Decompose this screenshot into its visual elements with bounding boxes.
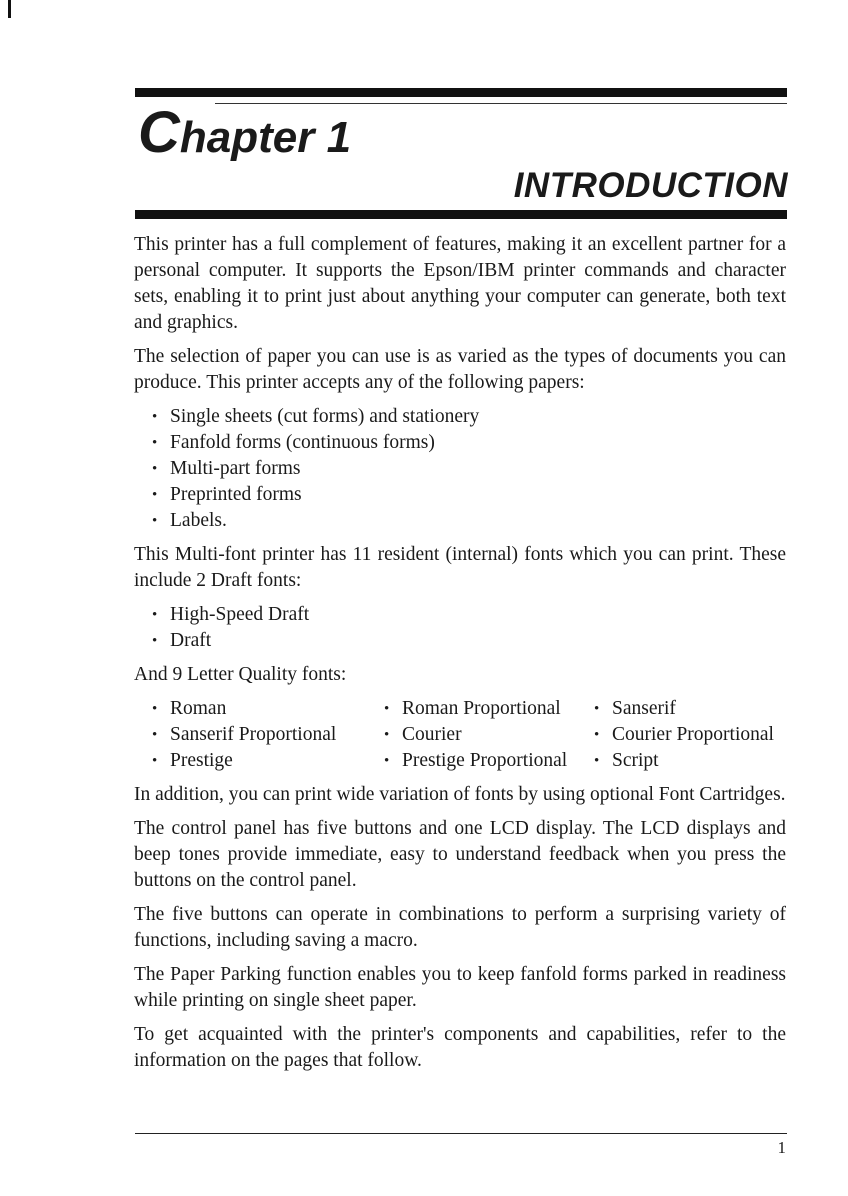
list-item: • Fanfold forms (continuous forms): [152, 430, 786, 456]
chapter-label: [138, 100, 352, 165]
list-item: • Preprinted forms: [152, 482, 786, 508]
list-item: • Roman: [152, 696, 384, 722]
list-item: • Sanserif Proportional: [152, 722, 384, 748]
list-item: • Courier Proportional: [594, 722, 804, 748]
list-item: • Prestige Proportional: [384, 748, 594, 774]
header-rule-top: [135, 88, 787, 97]
draft-font-list: [134, 602, 786, 654]
paragraph-cartridges: In addition, you can print wide variation of fonts by using optional Font Cartridges.: [134, 784, 786, 805]
chapter-initial: C: [138, 100, 180, 165]
chapter-title: INTRODUCTION: [513, 166, 788, 205]
paragraph-closing: To get acquainted with the printer's components and capabilities, refer to the information on the pages that follow.: [134, 1024, 786, 1071]
list-item: • Multi-part forms: [152, 456, 786, 482]
lq-font-grid: [134, 696, 786, 774]
list-item: • Prestige: [152, 748, 384, 774]
list-item: • Draft: [152, 628, 786, 654]
footer-rule: [135, 1133, 787, 1134]
list-item: • Script: [594, 748, 804, 774]
list-item: • Courier: [384, 722, 594, 748]
list-item: • Sanserif: [594, 696, 804, 722]
header-rule-bottom: [135, 210, 787, 219]
paragraph-paper-parking: The Paper Parking function enables you to keep fanfold forms parked in readiness while printing on single sheet paper.: [134, 964, 786, 1011]
margin-mark: [8, 0, 11, 18]
page-body: [134, 232, 786, 1082]
paper-list: [134, 404, 786, 534]
page-number: 1: [777, 1138, 786, 1157]
paragraph-paper: The selection of paper you can use is as varied as the types of documents you can produce. This printer accepts any of the following papers:: [134, 346, 786, 393]
paragraph-intro: This printer has a full complement of features, making it an excellent partner for a personal computer. It supports the Epson/IBM printer commands and character sets, enabling it to print just about anything your computer can generate, both text and graphics.: [134, 234, 786, 333]
paragraph-control-panel: The control panel has five buttons and one LCD display. The LCD displays and beep tones provide immediate, easy to understand feedback when you press the buttons on the control panel.: [134, 818, 786, 891]
list-item: • Labels.: [152, 508, 786, 534]
chapter-number: hapter 1: [179, 113, 352, 162]
list-item: • High-Speed Draft: [152, 602, 786, 628]
paragraph-buttons: The five buttons can operate in combinations to perform a surprising variety of functions, including saving a macro.: [134, 904, 786, 951]
paragraph-lq: And 9 Letter Quality fonts:: [134, 664, 347, 685]
list-item: • Roman Proportional: [384, 696, 594, 722]
list-item: • Single sheets (cut forms) and stationery: [152, 404, 786, 430]
paragraph-fonts: This Multi-font printer has 11 resident (internal) fonts which you can print. These include 2 Draft fonts:: [134, 544, 786, 591]
